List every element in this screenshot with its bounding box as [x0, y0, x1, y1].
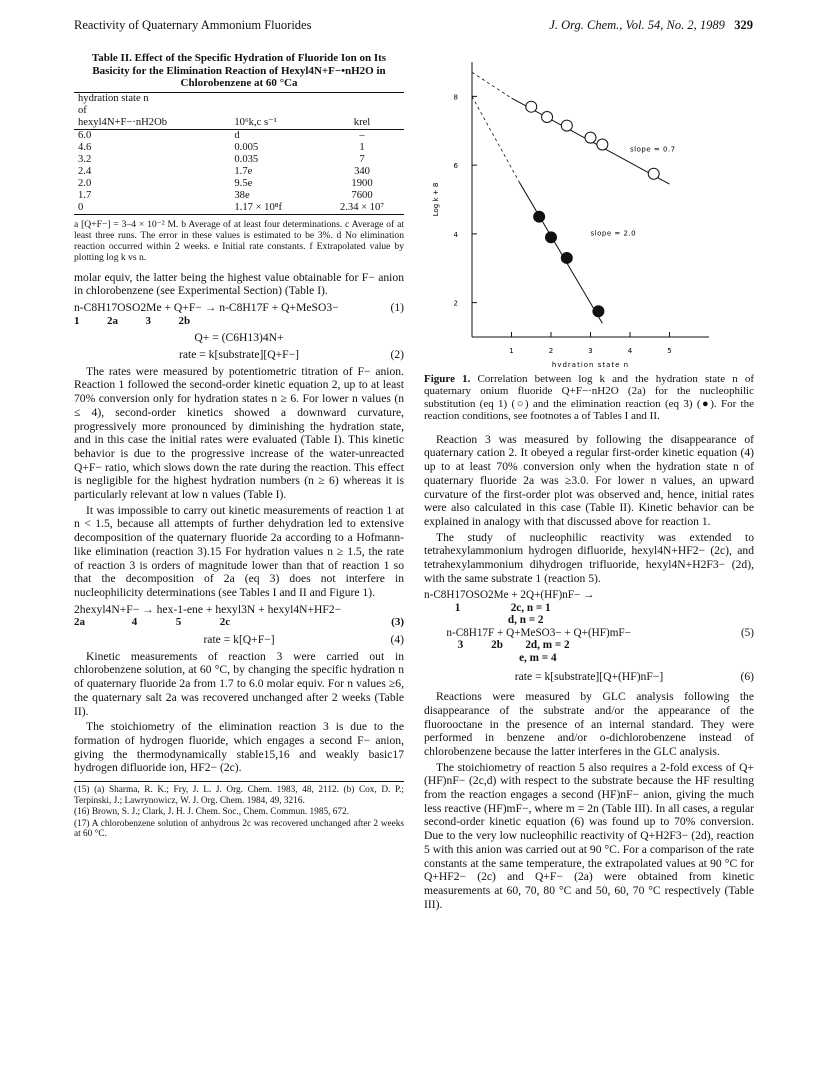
equation-3-labels [74, 616, 404, 630]
table-cell-krel: 1900 [351, 177, 373, 189]
x-tick-label: 1 [509, 347, 514, 355]
figure-1-chart [424, 52, 754, 367]
paragraph: Reactions were measured by GLC analysis following the disappearance of the substrate and/or the appearance of the fluorooctane in the presence of an internal standard. They were performed in benzene and/or o-dichlorobenzene instead of chlorobenzene because the latter interferes in the GLC analysis. [424, 690, 754, 758]
figure-caption-text: Correlation between log k and the hydration state n of quaternary onium fluoride Q+F−·nH2O (2a) for the nucleophilic substitution (eq 1) (○) and the elimination reaction (eq 3) (●). For the reaction conditions, see footnotes a of Tables I and II. [424, 372, 754, 423]
table-notes: a [Q+F−] = 3–4 × 10⁻² M. b Average of at least four determinations. c Average of at least three runs. The error in these values is estimated to be 3%. d No elimination reaction occurred within 2 weeks. e Initial rate constants. f Extrapolated value by plotting log k vs n. [74, 218, 404, 263]
equation-4 [74, 633, 404, 647]
running-header: Reactivity of Quaternary Ammonium Fluorides [74, 18, 312, 32]
x-tick-label: 3 [588, 347, 593, 355]
table-cell-n: 3.2 [78, 153, 92, 165]
reaction-line: d, n = 2 [424, 614, 544, 627]
table-header-k: 10⁶k,c s⁻¹ [230, 117, 320, 130]
y-axis-label: Log k + 8 [432, 182, 440, 217]
paragraph: molar equiv, the latter being the highest value obtainable for F− anion in chlorobenzene (see Experimental Section) (Table I). [74, 270, 404, 298]
table-row [74, 190, 404, 202]
table-header-krel: krel [320, 117, 404, 130]
filled-data-point [546, 232, 557, 243]
table-cell-k: 0.005 [234, 141, 259, 153]
equation-number: (2) [390, 348, 404, 362]
table-cell-krel: 1 [359, 141, 365, 153]
y-tick-label: 4 [453, 230, 458, 239]
table-cell-n: 2.0 [78, 177, 92, 189]
equation-6 [424, 670, 754, 684]
footnote-17: (17) A chlorobenzene solution of anhydrous 2c was recovered unchanged after 2 weeks at 60 °C. [74, 818, 404, 840]
y-tick-label: 8 [453, 93, 458, 102]
y-tick-label: 6 [453, 162, 458, 171]
equation-1-labels: 1 2a 3 2b [74, 314, 191, 327]
equation-text: n-C8H17OSO2Me + Q+F− → n-C8H17F + Q+MeSO3− [74, 300, 339, 314]
filled-data-point [534, 211, 545, 222]
table-header-n-c: hexyl4N+F−·nH2Ob [74, 117, 230, 130]
open-data-point [542, 112, 553, 123]
table-cell-n: 4.6 [78, 141, 92, 153]
footnote-16: (16) Brown, S. J.; Clark, J. H. J. Chem. Soc., Chem. Commun. 1985, 672. [74, 807, 350, 818]
slope-annotation: slope = 0.7 [630, 145, 676, 154]
equation-number: (6) [740, 670, 754, 684]
y-tick-label: 2 [453, 299, 458, 308]
table-cell-k: 1.17 × 10⁸f [230, 202, 320, 215]
page-number: 329 [734, 18, 753, 32]
equation-text: rate = k[Q+F−] [203, 633, 275, 647]
table-cell-k: 38e [234, 189, 250, 201]
table-cell-k: 1.7e [234, 165, 253, 177]
series-1-extrapolation [472, 96, 519, 182]
reaction-line: 1 2c, n = 1 [424, 601, 551, 614]
paragraph: The study of nucleophilic reactivity was extended to tetrahexylammonium hydrogen difluoride, hexyl4N+HF2− (2c), and tetrahexylammonium dihydrogen trifluoride, hexyl4N+H2F3− (2d), with the same substrate 1 (reaction 5). [424, 530, 754, 585]
reaction-line: e, m = 4 [424, 651, 557, 664]
footnote-15: (15) (a) Sharma, R. K.; Fry, J. L. J. Org. Chem. 1983, 48, 2112. (b) Cox, D. P.; Terpinski, J.; Lawrynowicz, W. J. Org. Chem. 1984, 49, 3216. [74, 785, 404, 806]
table-cell-n: 6.0 [78, 129, 92, 141]
equation-text: rate = k[substrate][Q+(HF)nF−] [514, 670, 664, 684]
series-0-extrapolation [472, 72, 512, 98]
filled-data-point [593, 306, 604, 317]
table-cell-krel: 2.34 × 10⁷ [320, 202, 404, 215]
equation-text: 2hexyl4N+F− → hex-1-ene + hexyl3N + hexyl4N+HF2− [74, 602, 342, 616]
x-tick-label: 4 [627, 347, 633, 355]
equation-3 [74, 603, 404, 617]
paragraph: The stoichiometry of reaction 5 also requires a 2-fold excess of Q+(HF)nF− (2c,d) with respect to the substrate because the HF resulting from the reaction engages a second (HF)nF− anion, giving the much less reactive (HF)mF−, where m = 2n (Table III). In all cases, a regular second-order kinetic equation (6) was found up to 70% conversion. Due to the very low nucleophilic reactivity of Q+H2F3− (2d), reaction 5 with this anion was carried out at 90 °C. For a comparison of the rate constants at the same temperature, the extrapolated values at 90 °C for Q+HF2− (2c) and Q+F− (2a) were obtained from kinetic measurements at 60, 70, 80 °C and 50, 60, 70 °C respectively (Table III). [424, 760, 754, 911]
equation-number: (1) [390, 300, 404, 314]
table-cell-krel: 340 [354, 165, 370, 177]
table-row [74, 142, 404, 154]
table-row [74, 178, 404, 190]
right-column [424, 52, 754, 913]
table-header-n-a: hydration state n [74, 92, 230, 105]
equation-number: (4) [390, 633, 404, 647]
paragraph: Kinetic measurements of reaction 3 were carried out in chlorobenzene solution, at 60 °C, by changing the specific hydration n of quaternary fluoride 2a from 1.7 to 6.0 molar equiv. For n values ≥6, the quaternary salt 2a was recovered unchanged after 2 weeks (Table II). [74, 649, 404, 718]
figure-label: Figure 1. [424, 372, 471, 385]
equation-labels: 2a 4 5 2c [74, 616, 231, 629]
table-cell-krel: 7 [359, 153, 365, 165]
open-data-point [648, 168, 659, 179]
table-row [74, 166, 404, 178]
open-data-point [597, 139, 608, 150]
equation-2 [74, 348, 404, 362]
reaction-line: 3 2b 2d, m = 2 [424, 639, 570, 652]
table-cell-n: 2.4 [78, 165, 92, 177]
table-ii [74, 92, 404, 215]
journal-header [549, 18, 753, 33]
equation-1 [74, 301, 404, 315]
table-cell-k: d [234, 129, 240, 141]
table-row [74, 202, 404, 215]
x-tick-label: 5 [667, 347, 672, 355]
equation-text: rate = k[substrate][Q+F−] [178, 348, 300, 362]
table-cell-n: 1.7 [78, 189, 92, 201]
open-data-point [585, 132, 596, 143]
open-data-point [526, 101, 537, 112]
equation-number: (3) [391, 616, 404, 629]
table-title: Table II. Effect of the Specific Hydration of Fluoride Ion on Its Basicity for the Elimination Reaction of Hexyl4N+F−•nH2O in Chlorobenzene at 60 °Ca [91, 52, 387, 89]
footnotes [74, 781, 404, 840]
left-column [74, 52, 404, 841]
paragraph: The rates were measured by potentiometric titration of F− anion. Reaction 1 followed the second-order kinetic equation 2, up to at least 70% conversion only for hydration states n ≥ 6. For lower n values (n ≤ 4), second-order kinetics showed a downward curvature, progressively more pronounced by diminishing the hydration state, and in this case the initial rates were evaluated (Table I). This kinetic behavior is due to the progressive increase of the water-unreacted Q+F− ratio, which slows down the rate during the reaction. This effect is negligible for the highest hydration numbers (n ≥ 6) whereas it is particularly relevant at low n values (Table I). [74, 364, 404, 502]
x-tick-label: 2 [548, 347, 554, 355]
equation-number: (5) [740, 626, 754, 639]
reaction-5 [424, 589, 754, 664]
table-header-n-b: of [78, 104, 87, 116]
table-cell-krel: – [359, 129, 365, 141]
q-definition: Q+ = (C6H13)4N+ [194, 331, 284, 345]
open-data-point [561, 120, 572, 131]
paragraph: Reaction 3 was measured by following the disappearance of quaternary cation 2. It obeyed a regular first-order kinetic equation (4) up to at least 70% conversion only when the hydration state n of quaternary fluoride 2a was ≥3.0. For lower n values, an upward curvature of the first-order plot was observed and, hence, initial rates were also calculated in this case (Table II). Kinetic behavior can be explained in analogy with that discussed above for reaction 1. [424, 432, 754, 528]
table-cell-krel: 7600 [351, 189, 373, 201]
figure-caption [424, 373, 754, 423]
table-row [74, 129, 404, 142]
slope-annotation: slope = 2.0 [590, 229, 637, 238]
journal-citation: J. Org. Chem., Vol. 54, No. 2, 1989 [549, 18, 725, 32]
reaction-line: n-C8H17F + Q+MeSO3− + Q+(HF)mF− [424, 626, 631, 639]
table-row [74, 154, 404, 166]
reaction-line: n-C8H17OSO2Me + 2Q+(HF)nF− → [424, 589, 595, 602]
x-axis-label: hydration state n [551, 361, 630, 367]
paragraph: It was impossible to carry out kinetic measurements of reaction 1 at n < 1.5, because all attempts of further dehydration led to extensive decomposition of the quaternary fluoride 2a according to a Hofmann-like elimination (reaction 3).15 For hydration values n ≥ 1.5, the rate of reaction 3 is orders of magnitude lower than that of reaction 1 so that the decomposition of 2a (eq 3) does not interfere in nucleophilicity determinations (see Tables I and II and Figure 1). [74, 503, 404, 599]
table-cell-n: 0 [74, 202, 230, 215]
table-cell-k: 9.5e [234, 177, 253, 189]
table-cell-k: 0.035 [234, 153, 259, 165]
filled-data-point [561, 252, 572, 263]
series-1-line [519, 182, 602, 323]
paragraph: The stoichiometry of the elimination reaction 3 is due to the formation of hydrogen fluoride, which engages a second F− anion, giving the thermodynamically stable15,16 and weakly basic17 hydrogen difluoride ion, HF2− (2c). [74, 720, 404, 775]
